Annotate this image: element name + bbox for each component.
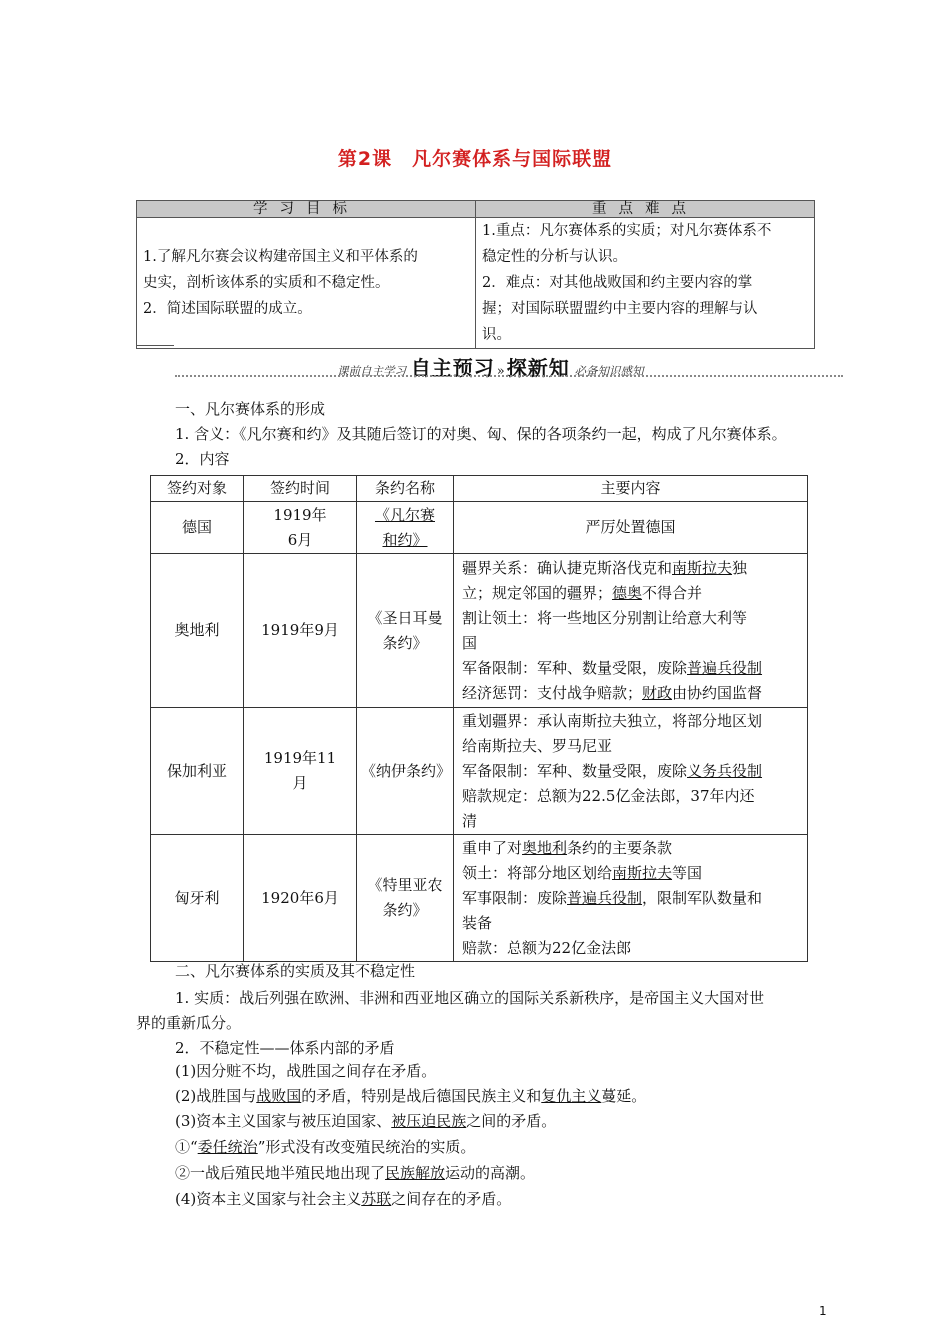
- list-item: (3)资本主义国家与被压迫国家、被压迫民族之间的矛盾。: [175, 1112, 557, 1130]
- content-line: 给南斯拉夫、罗马尼亚: [462, 736, 613, 755]
- page-number: 1: [819, 1304, 827, 1318]
- content-line: 重申了对奥地利条约的主要条款: [462, 838, 673, 857]
- content-line: 立；规定邻国的疆界；德奥不得合并: [462, 583, 703, 602]
- lesson-number: 第2课: [337, 148, 393, 170]
- section-heading: 二、凡尔赛体系的实质及其不稳定性: [175, 962, 416, 980]
- col-header-content: 主要内容: [454, 476, 808, 502]
- treaty-name-line: 《特里亚农: [367, 876, 443, 894]
- divider: [136, 345, 174, 346]
- treaty-table: [150, 475, 808, 962]
- banner-title-1: 自主预习: [410, 356, 495, 380]
- dotted-divider: [175, 375, 843, 377]
- goal-line: 2．简述国际联盟的成立。: [143, 301, 312, 317]
- section-banner: [175, 352, 843, 380]
- goals-header-left: 学习目标: [137, 201, 476, 218]
- goal-line: 史实，剖析该体系的实质和不稳定性。: [143, 275, 390, 291]
- content-label: 2．内容: [175, 450, 230, 468]
- key-point-line: 1.重点：凡尔赛体系的实质；对凡尔赛体系不: [482, 223, 772, 239]
- list-item: (2)战胜国与战败国的矛盾，特别是战后德国民族主义和复仇主义蔓延。: [175, 1087, 647, 1105]
- list-item: (1)因分赃不均，战胜国之间存在矛盾。: [175, 1062, 437, 1080]
- key-point-line: 2．难点：对其他战败国和约主要内容的掌: [482, 275, 753, 291]
- treaty-name-line: 和约》: [382, 530, 428, 549]
- treaty-name-cell: 《纳伊条约》: [357, 708, 454, 835]
- banner-title-2: 探新知: [506, 356, 570, 380]
- content-cell: [454, 835, 808, 962]
- table-row: [151, 502, 808, 554]
- treaty-name-cell: [357, 502, 454, 554]
- banner-right-label: 必备知识感知: [574, 364, 644, 378]
- time-cell: 1919年9月: [244, 554, 357, 708]
- col-header-name: 条约名称: [357, 476, 454, 502]
- time-line: 1919年11: [263, 749, 337, 767]
- party-cell: 奥地利: [151, 554, 244, 708]
- section-heading: 一、凡尔赛体系的形成: [175, 400, 326, 418]
- key-point-line: 握；对国际联盟盟约中主要内容的理解与认: [482, 301, 758, 317]
- double-chevron-icon: »: [496, 364, 505, 379]
- treaty-name-cell: [357, 554, 454, 708]
- goals-table: [136, 200, 815, 349]
- learning-goals-cell: [137, 218, 476, 349]
- lesson-title: [0, 144, 950, 171]
- list-item: ①“委任统治”形式没有改变殖民统治的实质。: [175, 1138, 476, 1156]
- lesson-name: 凡尔赛体系与国际联盟: [412, 148, 613, 170]
- content-line: 军事限制：废除普遍兵役制，限制军队数量和: [462, 888, 763, 907]
- time-line: 1919年: [273, 505, 327, 524]
- time-line: 月: [292, 774, 308, 792]
- time-cell: [244, 708, 357, 835]
- content-line: 军备限制：军种、数量受限，废除普遍兵役制: [462, 658, 763, 677]
- essence-line: 界的重新瓜分。: [136, 1014, 242, 1032]
- content-line: 赔款：总额为22亿金法郎: [462, 938, 632, 957]
- treaty-name-line: 《凡尔赛: [374, 505, 435, 524]
- essence-line: 1. 实质：战后列强在欧洲、非洲和西亚地区确立的国际关系新秩序，是帝国主义大国对世: [175, 989, 765, 1007]
- goal-line: 1.了解凡尔赛会议构建帝国主义和平体系的: [143, 249, 418, 265]
- col-header-party: 签约对象: [151, 476, 244, 502]
- treaty-name-line: 条约》: [382, 633, 428, 652]
- content-line: 领土：将部分地区划给南斯拉夫等国: [462, 863, 703, 882]
- table-row: [151, 708, 808, 835]
- key-points-cell: [476, 218, 815, 349]
- party-cell: 保加利亚: [151, 708, 244, 835]
- col-header-time: 签约时间: [244, 476, 357, 502]
- instability-heading: 2．不稳定性——体系内部的矛盾: [175, 1039, 395, 1057]
- content-cell: [454, 554, 808, 708]
- content-line: 赔款规定：总额为22.5亿金法郎，37年内还: [462, 786, 755, 805]
- content-line: 割让领土：将一些地区分别割让给意大利等: [462, 608, 748, 627]
- content-line: 装备: [462, 913, 493, 932]
- party-cell: 德国: [151, 502, 244, 554]
- content-line: 疆界关系：确认捷克斯洛伐克和南斯拉夫独: [462, 558, 748, 577]
- goals-header-right: 重点难点: [476, 201, 815, 218]
- treaty-name-cell: [357, 835, 454, 962]
- content-line: 重划疆界：承认南斯拉夫独立，将部分地区划: [462, 711, 763, 730]
- table-row: [151, 554, 808, 708]
- time-cell: [244, 502, 357, 554]
- list-item: ②一战后殖民地半殖民地出现了民族解放运动的高潮。: [175, 1164, 536, 1182]
- table-row: [151, 835, 808, 962]
- content-cell: 严厉处置德国: [454, 502, 808, 554]
- list-item: (4)资本主义国家与社会主义苏联之间存在的矛盾。: [175, 1190, 512, 1208]
- party-cell: 匈牙利: [151, 835, 244, 962]
- content-line: 经济惩罚：支付战争赔款；财政由协约国监督: [462, 683, 763, 702]
- time-line: 6月: [287, 530, 313, 549]
- key-point-line: 稳定性的分析与认识。: [482, 249, 627, 265]
- content-line: 军备限制：军种、数量受限，废除义务兵役制: [462, 761, 763, 780]
- banner-left-label: 课前自主学习: [337, 364, 406, 378]
- content-line: 国: [462, 633, 478, 652]
- time-cell: 1920年6月: [244, 835, 357, 962]
- key-point-line: 识。: [482, 327, 511, 343]
- definition-text: 1. 含义：《凡尔赛和约》及其随后签订的对奥、匈、保的各项条约一起，构成了凡尔赛体系。: [175, 425, 787, 443]
- treaty-name-line: 《圣日耳曼: [367, 608, 443, 627]
- treaty-name-line: 条约》: [382, 901, 428, 919]
- content-cell: [454, 708, 808, 835]
- content-line: 清: [462, 811, 478, 830]
